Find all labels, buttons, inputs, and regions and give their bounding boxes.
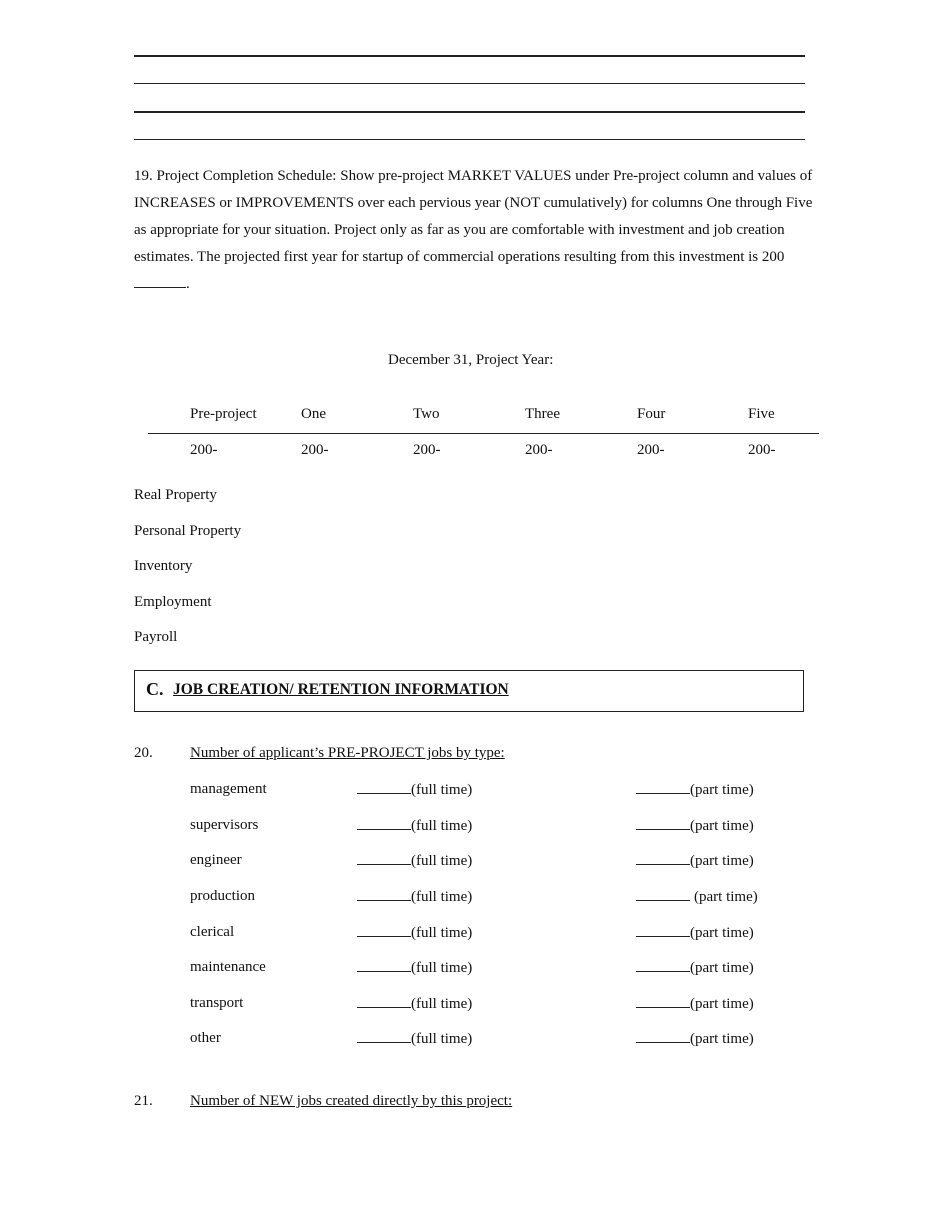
section-title: JOB CREATION/ RETENTION INFORMATION <box>173 681 509 698</box>
question-20-number: 20. <box>134 745 153 761</box>
year-cell-five: 200- <box>748 442 776 458</box>
column-header-two: Two <box>413 406 440 422</box>
answer-line-2 <box>134 83 805 84</box>
column-header-pre-project: Pre-project <box>190 406 257 422</box>
part-time-field[interactable] <box>636 888 758 906</box>
full-time-field[interactable] <box>357 852 472 870</box>
answer-line-3 <box>134 111 805 113</box>
part-time-label: (part time) <box>690 853 754 869</box>
full-time-label: (full time) <box>411 782 473 798</box>
column-header-one: One <box>301 406 326 422</box>
row-label-payroll: Payroll <box>134 629 178 645</box>
column-header-four: Four <box>637 406 666 422</box>
job-type-clerical: clerical <box>190 924 235 940</box>
part-time-label: (part time) <box>690 1031 754 1047</box>
part-time-field[interactable] <box>636 924 754 942</box>
row-label-real-property: Real Property <box>134 487 217 503</box>
full-time-field[interactable] <box>357 924 472 942</box>
full-time-field[interactable] <box>357 959 472 977</box>
full-time-label: (full time) <box>411 818 473 834</box>
question-20-title: Number of applicant’s PRE-PROJECT jobs by type: <box>190 745 505 761</box>
section-c-header <box>134 670 804 712</box>
section-letter: C. <box>146 679 164 699</box>
job-type-engineer: engineer <box>190 852 242 868</box>
part-time-label: (part time) <box>690 818 754 834</box>
table-header-divider <box>148 433 819 434</box>
part-time-label: (part time) <box>690 782 754 798</box>
full-time-field[interactable] <box>357 817 472 835</box>
row-label-personal-property: Personal Property <box>134 523 242 539</box>
full-time-label: (full time) <box>411 925 473 941</box>
schedule-heading: December 31, Project Year: <box>388 352 554 368</box>
answer-line-1 <box>134 55 805 57</box>
part-time-field[interactable] <box>636 817 754 835</box>
part-time-field[interactable] <box>636 995 754 1013</box>
column-header-five: Five <box>748 406 775 422</box>
answer-line-4 <box>134 139 805 140</box>
year-cell-pre-project: 200- <box>190 442 218 458</box>
column-header-three: Three <box>525 406 560 422</box>
question-21-number: 21. <box>134 1093 153 1109</box>
row-label-inventory: Inventory <box>134 558 193 574</box>
row-label-employment: Employment <box>134 594 212 610</box>
full-time-field[interactable] <box>357 781 472 799</box>
full-time-field[interactable] <box>357 1030 472 1048</box>
year-cell-two: 200- <box>413 442 441 458</box>
part-time-label: (part time) <box>690 960 754 976</box>
part-time-field[interactable] <box>636 959 754 977</box>
full-time-field[interactable] <box>357 888 472 906</box>
part-time-field[interactable] <box>636 781 754 799</box>
part-time-field[interactable] <box>636 852 754 870</box>
full-time-label: (full time) <box>411 996 473 1012</box>
year-cell-four: 200- <box>637 442 665 458</box>
full-time-label: (full time) <box>411 889 473 905</box>
job-type-production: production <box>190 888 255 904</box>
job-type-supervisors: supervisors <box>190 817 259 833</box>
year-cell-three: 200- <box>525 442 553 458</box>
job-type-transport: transport <box>190 995 244 1011</box>
full-time-label: (full time) <box>411 960 473 976</box>
full-time-label: (full time) <box>411 853 473 869</box>
year-cell-one: 200- <box>301 442 329 458</box>
question-19-text: 19. Project Completion Schedule: Show pre-project MARKET VALUES under Pre-project column and values of INCREASES or IMPROVEMENTS over each pervious year (NOT cumulatively) for columns One through Five as appropriate for your situation. Project only as far as you are comfortable with investment and job creation estimates. The projected first year for startup of commercial operations resulting from this investment is 200. <box>134 168 813 292</box>
part-time-label: (part time) <box>690 996 754 1012</box>
job-type-management: management <box>190 781 267 797</box>
startup-year-blank[interactable] <box>134 275 186 288</box>
part-time-field[interactable] <box>636 1030 754 1048</box>
job-type-other: other <box>190 1030 221 1046</box>
part-time-label: (part time) <box>690 925 754 941</box>
question-21-title: Number of NEW jobs created directly by this project: <box>190 1093 513 1109</box>
full-time-label: (full time) <box>411 1031 473 1047</box>
full-time-field[interactable] <box>357 995 472 1013</box>
job-type-maintenance: maintenance <box>190 959 266 975</box>
part-time-label: (part time) <box>694 889 758 905</box>
